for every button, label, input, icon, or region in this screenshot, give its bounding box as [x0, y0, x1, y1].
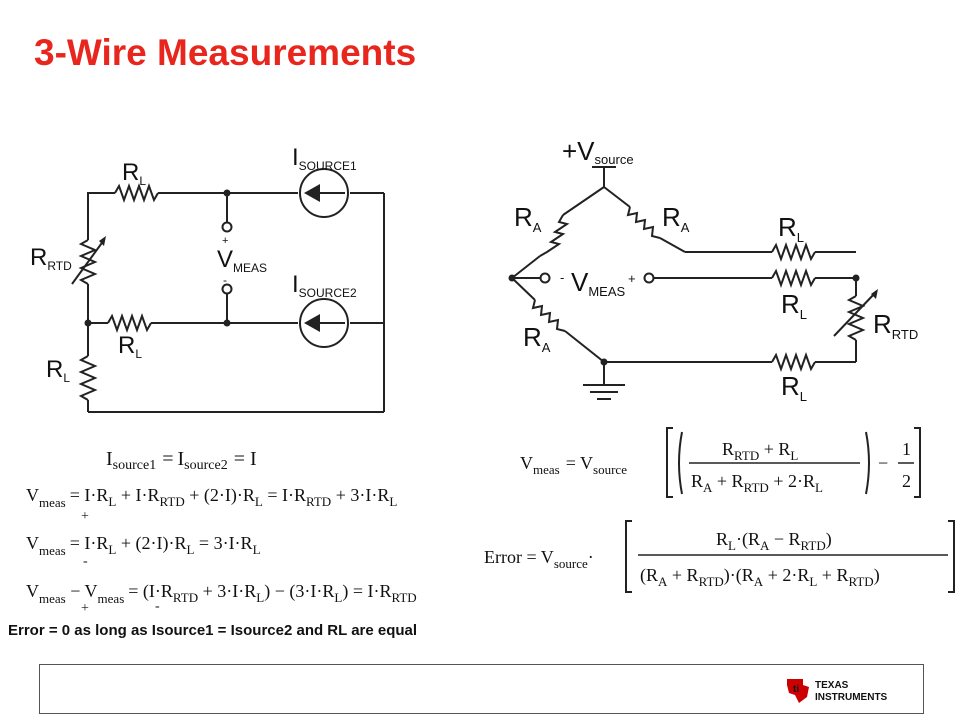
right-plus-sign: +: [628, 271, 636, 286]
eq-1-sign: +: [81, 509, 89, 524]
svg-text:ti: ti: [793, 684, 800, 695]
right-minus-sign: -: [560, 270, 565, 285]
eq-3-sign-a: +: [81, 601, 89, 616]
equations-right: [484, 428, 954, 592]
left-rl-top-label: $R_L$: [122, 159, 147, 188]
left-rl-mid-label: $R_L$: [118, 332, 143, 361]
right-ra-left-resistor: [540, 215, 567, 256]
eq-error-den: $(R_A + R_{RTD})\cdot(R_A + 2\cdot R_L + R_{RTD})$: [640, 565, 880, 589]
left-isource2-label: $I_{SOURCE2}$: [292, 271, 357, 300]
eq-vmeas-den: $R_A + R_{RTD} + 2\cdot R_L$: [691, 471, 823, 495]
right-ra-left-label: $R_A$: [514, 202, 542, 235]
eq-vmeas-num: $R_{RTD} + R_L$: [722, 439, 799, 463]
eq-3-sign-b: -: [155, 599, 160, 614]
left-isource1: [300, 169, 348, 217]
eq-3: $V_{meas} - V_{meas} = (I\cdot R_{RTD} + 3\cdot I\cdot R_L) - (3\cdot I\cdot R_L) = I\cdot R_{RTD}$: [26, 581, 417, 606]
left-minus-sign: -: [223, 273, 227, 287]
right-rl-top-label: $R_L$: [778, 212, 805, 245]
ti-logo-line2: INSTRUMENTS: [815, 692, 888, 703]
eq-error-num: $R_L\cdot(R_A - R_{RTD})$: [716, 529, 832, 553]
eq-1: $V_{meas} = I\cdot R_L + I\cdot R_{RTD} + (2\cdot I)\cdot R_L = I\cdot R_{RTD} + 3\cdot I\cdot R_L$: [26, 485, 398, 510]
eq-2-sign: -: [83, 554, 88, 569]
left-rl-bottom-resistor: [81, 356, 95, 400]
eq-vmeas-half-num: 1: [902, 439, 911, 459]
right-rl-bottom-label: $R_L$: [781, 371, 808, 404]
right-vmeas-label: VMEAS: [571, 267, 626, 299]
eq-error-lhs: Error = $V_{source}\cdot$: [484, 547, 594, 571]
right-rl-bottom-resistor: [772, 355, 815, 369]
right-rrtd-label: $R_{RTD}$: [873, 309, 919, 342]
left-plus-sign: +: [222, 235, 229, 247]
left-rrtd-label: $R_{RTD}$: [30, 244, 72, 273]
right-ra-bottom-label: $R_A$: [523, 322, 551, 355]
eq-vmeas-lhs: $V_{meas} = V_{source}$: [520, 453, 627, 477]
ti-logo-line1: TEXAS: [815, 680, 849, 691]
right-vmeas-minus-terminal: [541, 274, 550, 283]
ti-logo: [781, 675, 911, 705]
left-rl-bottom-label: $R_L$: [46, 356, 71, 385]
right-ra-right-label: $R_A$: [662, 202, 690, 235]
left-vmeas-label: $V_{MEAS}$: [217, 246, 268, 275]
left-isource1-label: $I_{SOURCE1}$: [292, 144, 357, 173]
right-rl-top-resistor: [772, 245, 815, 259]
right-rl-mid-resistor: [772, 271, 815, 285]
left-rl-mid-resistor: [108, 316, 151, 330]
right-circuit-wires: [512, 167, 876, 399]
error-note: Error = 0 as long as Isource1 = Isource2 and RL are equal: [8, 622, 418, 639]
eq-vmeas-minus: −: [878, 453, 889, 473]
equations-left: [26, 448, 417, 616]
left-vmeas-plus-terminal: [223, 223, 232, 232]
slide-title: 3-Wire Measurements: [34, 32, 417, 73]
footer-bar: [39, 664, 924, 714]
eq-vmeas-half-den: 2: [902, 471, 911, 491]
ti-map-icon: [781, 675, 911, 705]
left-isource2: [300, 299, 348, 347]
eq-currents: $I_{source1} = I_{source2} = I$: [106, 448, 257, 473]
right-vsource-label: +Vsource: [562, 136, 634, 167]
eq-2: $V_{meas} = I\cdot R_L + (2\cdot I)\cdot R_L = 3\cdot I\cdot R_L$: [26, 533, 261, 558]
left-rl-top-resistor: [115, 186, 158, 200]
right-vmeas-plus-terminal: [645, 274, 654, 283]
right-ra-right-resistor: [628, 207, 660, 238]
right-rl-mid-label: $R_L$: [781, 289, 808, 322]
